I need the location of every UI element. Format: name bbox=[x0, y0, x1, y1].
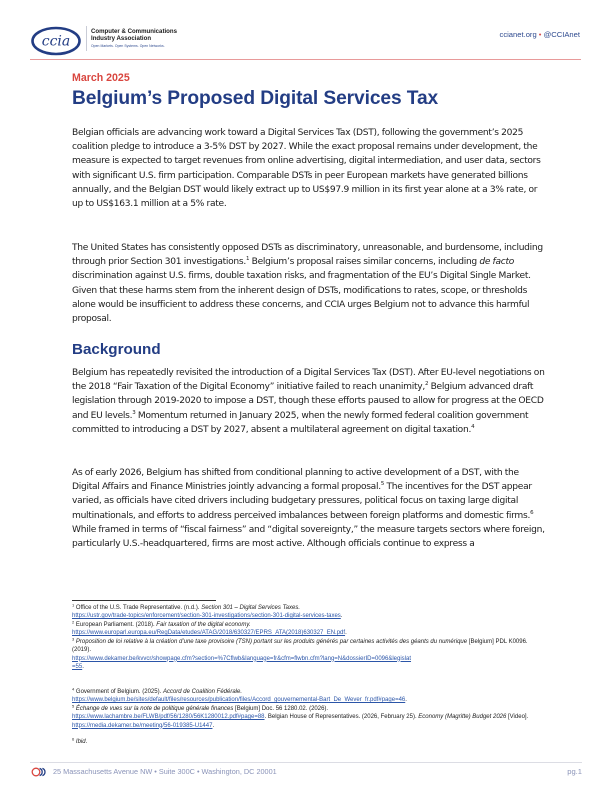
footnote-punct: . bbox=[85, 739, 88, 745]
footnote-4 bbox=[72, 688, 542, 705]
footer-address: 25 Massachusetts Avenue NW • Suite 300C • Washington, DC 20001 bbox=[53, 767, 277, 776]
footnote-6 bbox=[72, 738, 542, 746]
footnote-ref[interactable]: 1 bbox=[246, 256, 250, 263]
text-segment: Belgium advanced draft legislation through 2019-2020 to impose a DST, though these efforts paused to allow for progress at the OECD and EU levels. bbox=[72, 382, 544, 421]
footnote-text: [Belgium] Doc. 56 1280.02. (2026). bbox=[233, 706, 329, 712]
document-title: Belgium’s Proposed Digital Services Tax bbox=[72, 88, 439, 109]
footnote-link[interactable]: https://ustr.gov/trade-topics/enforcement/section-301-investigations/section-301-digital-services-taxes bbox=[72, 613, 341, 620]
footnote-text: [Belgium] PDL K0096. (2019). bbox=[72, 639, 528, 654]
footnote-punct: . bbox=[82, 663, 84, 670]
text-segment: discrimination against U.S. firms, double taxation risks, and fragmentation of the EU’s Digital Single Market. Given that these harms stem from the inherent design of DSTs, modifications to rates, scope, or thresholds alone would be insufficient to address these concerns, and CCIA urges Belgium not to advance this harmful proposal. bbox=[72, 271, 531, 325]
intro-paragraph-1: Belgian officials are advancing work toward a Digital Services Tax (DST), following the government’s 2025 coalition pledge to introduce a 3-5% DST by 2027. While the exact proposal remains under development, the measure is expected to target revenues from online advertising, digital intermediation, and user data, sectors with significant U.S. firm participation. Comparable DSTs in peer European markets have generated billions annually, and the Belgian DST would likely extract up to US$97.9 million in its first year alone at a 3% rate, or up to US$163.1 million at a 5% rate. bbox=[72, 128, 541, 210]
footnote-5 bbox=[72, 705, 542, 730]
footnote-number: 3 bbox=[72, 636, 75, 642]
org-name-line2: Industry Association bbox=[91, 35, 152, 42]
text-segment: The United States has consistently opposed DSTs as discriminatory, unreasonable, and burdensome, including through prior Section 301 investigations. bbox=[72, 243, 543, 268]
website-link[interactable]: ccianet.org bbox=[499, 30, 537, 39]
footnote-text: . Belgian House of Representatives. (2026, February 25). bbox=[264, 714, 419, 721]
footnote-link[interactable]: https://www.europarl.europa.eu/RegData/etudes/ATAG/2018/630327/EPRS_ATA(2018)630327_EN.pdf bbox=[72, 630, 346, 637]
emphasis: de facto bbox=[479, 257, 515, 268]
text-segment: As of early 2026, Belgium has shifted from conditional planning to active development of a DST, with the Digital Affairs and Finance Ministries jointly advancing a formal proposal. bbox=[72, 468, 519, 493]
text-segment: Momentum returned in January 2025, when the newly formed federal coalition government committed to introducing a DST by 2027, absent a multilateral agreement on digital taxation. bbox=[72, 410, 529, 435]
footnote-title: Economy (Magritte) Budget 2026 bbox=[418, 714, 507, 721]
footnote-2 bbox=[72, 621, 542, 638]
footnote-punct: . bbox=[345, 630, 347, 637]
twitter-handle-link[interactable]: @CCIAnet bbox=[543, 30, 580, 39]
footnote-3 bbox=[72, 638, 542, 671]
text-segment: The incentives for the DST appear varied, as officials have cited drivers including budgetary pressures, political focus on taxing large digital multinationals, and efforts to address perceived imbalances between foreign platforms and domestic firms. bbox=[72, 482, 532, 521]
footnote-link[interactable]: https://media.dekamer.be/meeting/56-019385-U1447 bbox=[72, 722, 213, 729]
footnote-link[interactable]: https://www.dekamer.be/kvvcr/showpage.cfm?section=%7Cflwb&language=fr&cfm=flwbn.cfm?lang=N&dossierID=0096&legislat bbox=[72, 655, 412, 662]
footnote-title: Accord de Coalition Fédérale. bbox=[162, 689, 242, 695]
document-date: March 2025 bbox=[72, 72, 130, 84]
footnote-text: European Parliament. (2018). bbox=[74, 622, 157, 628]
footnote-text: [Video]. bbox=[506, 714, 529, 721]
footnote-link-continued[interactable]: =55 bbox=[72, 663, 83, 670]
ccia-rings-icon bbox=[31, 767, 47, 777]
header-divider bbox=[30, 59, 581, 60]
footnote-1 bbox=[72, 604, 542, 621]
footnote-title: Échange de vues sur la note de politique générale finances bbox=[74, 706, 234, 712]
footnote-text: Government of Belgium. (2025). bbox=[74, 689, 163, 695]
organization-name bbox=[91, 28, 177, 42]
footnote-divider bbox=[72, 600, 216, 601]
footnote-title: Ibid bbox=[74, 739, 86, 745]
footnote-title: Fair taxation of the digital economy. bbox=[156, 622, 251, 628]
logo-divider bbox=[86, 26, 87, 51]
footnote-number: 5 bbox=[72, 703, 75, 709]
footnote-title: Section 301 – Digital Services Taxes. bbox=[201, 605, 301, 611]
footnote-number: 4 bbox=[72, 686, 75, 692]
page-number: pg.1 bbox=[567, 767, 582, 776]
footnote-link[interactable]: https://www.belgium.be/sites/default/files/resources/publication/files/Accord_gouvernemental-Bart_De_Wever_fr.pdf#page=46 bbox=[72, 697, 406, 704]
footnote-punct: . bbox=[405, 697, 407, 704]
footnote-number: 1 bbox=[72, 602, 75, 608]
footnote-ref[interactable]: 3 bbox=[132, 409, 136, 416]
organization-tagline: Open Markets. Open Systems. Open Networks. bbox=[91, 44, 165, 48]
footnote-number: 2 bbox=[72, 619, 75, 625]
footnote-text: Office of the U.S. Trade Representative. (n.d.). bbox=[74, 605, 202, 611]
header-separator: • bbox=[536, 30, 544, 39]
footnote-title: Proposition de loi relative à la création d’une taxe provisoire (TSN) portant sur les produits générés par certaines activités des géants du numérique bbox=[74, 639, 468, 645]
footnote-punct: . bbox=[340, 613, 343, 620]
footnote-link[interactable]: https://www.lachambre.be/FLWB/pdf/56/1280/56K1280012.pdf#page=88 bbox=[72, 714, 265, 721]
footnote-ref[interactable]: 4 bbox=[471, 423, 475, 430]
text-segment: Belgium has repeatedly revisited the introduction of a Digital Services Tax (DST). After EU-level negotiations on the 2018 “Fair Taxation of the Digital Economy” initiative failed to reach unanimity, bbox=[72, 368, 545, 393]
header-links bbox=[500, 30, 580, 39]
footnote-ref[interactable]: 6 bbox=[530, 509, 534, 516]
footnote-ref[interactable]: 2 bbox=[424, 381, 429, 388]
background-paragraph-1 bbox=[72, 366, 547, 437]
ccia-logo bbox=[31, 26, 81, 56]
text-segment: While framed in terms of “fiscal fairness” and “digital sovereignty,” the measure targets sectors where foreign, particularly U.S.-headquartered, firms are most active. Although officials continue to express a bbox=[72, 524, 545, 550]
footnote-ref[interactable]: 5 bbox=[380, 481, 385, 488]
footer-divider bbox=[30, 762, 582, 763]
text-segment: Belgium’s proposal raises similar concerns, including bbox=[249, 257, 480, 268]
footnote-number: 6 bbox=[72, 736, 75, 742]
section-heading-background: Background bbox=[72, 341, 161, 358]
org-name-line1: Computer & Communications bbox=[91, 28, 177, 35]
background-paragraph-2 bbox=[72, 466, 547, 551]
intro-paragraph-2 bbox=[72, 241, 547, 326]
logo-wordmark: ccia bbox=[41, 33, 71, 50]
footnote-punct: . bbox=[212, 722, 215, 729]
